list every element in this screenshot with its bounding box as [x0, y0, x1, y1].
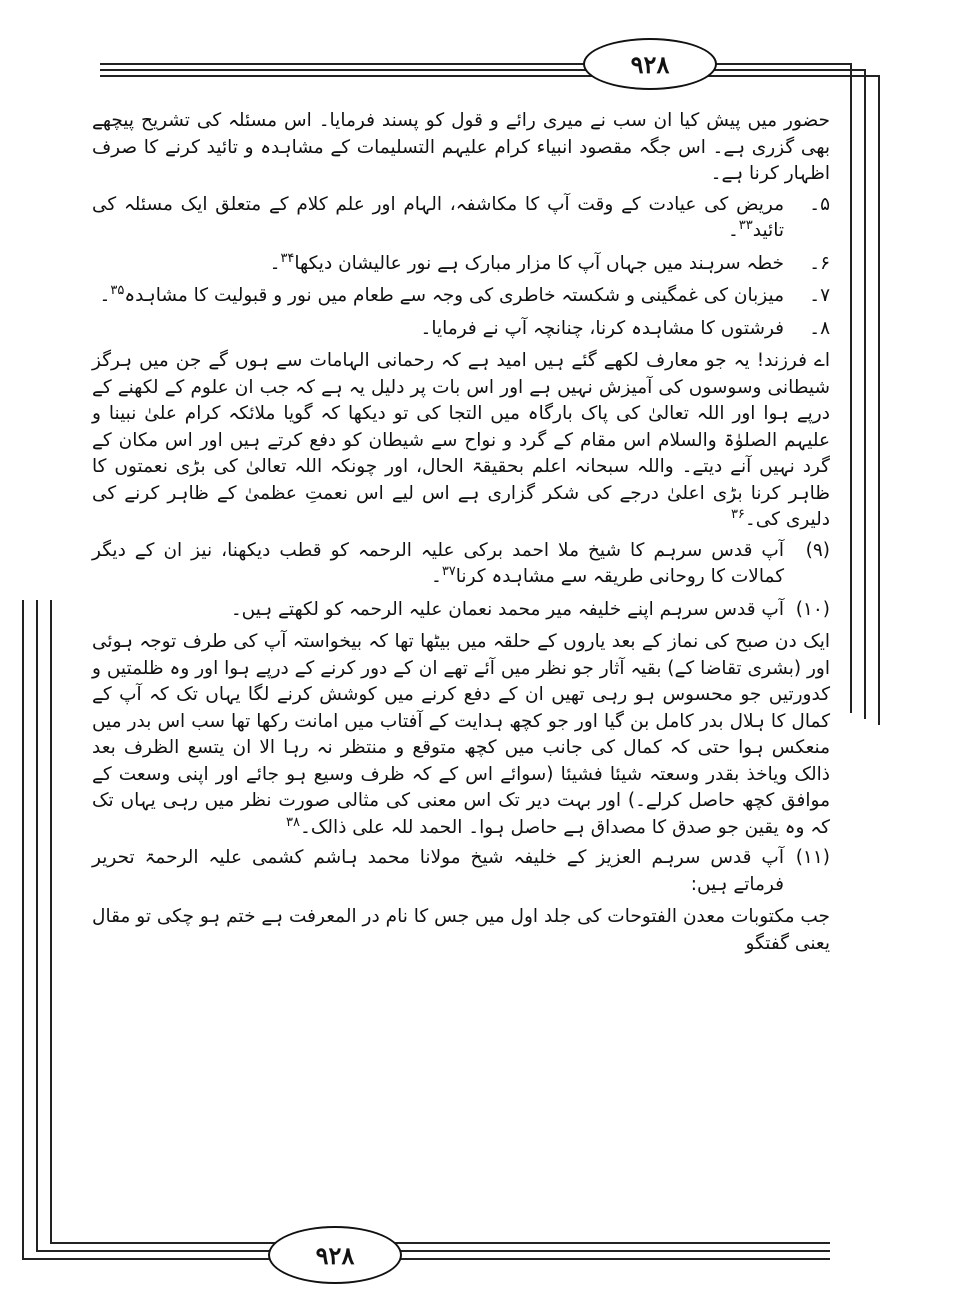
- frame-right-line-3: [878, 75, 880, 725]
- frame-bottom-line-3: [22, 1258, 830, 1260]
- frame-right-line-1: [850, 63, 852, 713]
- frame-bottom-line-1: [50, 1242, 830, 1244]
- footnote-ref: ۳۷: [441, 563, 456, 579]
- intro-paragraph: [92, 108, 830, 188]
- list-number: (۱۰): [795, 598, 830, 620]
- frame-right-line-2: [864, 69, 866, 719]
- closing-line: [92, 904, 830, 957]
- paragraph-line: ہو رہی تھیں ان کے دفع کرنے میں کوشش کرنے لگا یہاں تک کہ آپ کے کمال کا ہلال بدر کامل بن گیا اور جو: [92, 684, 831, 732]
- list-number: ۶۔: [809, 252, 830, 274]
- paragraph-line: کے کہ ظرف وسیع ہو جائے اور اپنی وسعت کے موافق کچھ حاصل کرلے۔) اور بہت دیر تک اس معنی کی: [92, 763, 830, 811]
- frame-left-line-3: [50, 600, 52, 1242]
- footnote-ref: ۳۸: [286, 814, 301, 830]
- paragraph-line: شیطان کو دفع کرتے ہیں اور اس مکان کے گرد نہیں آنے دیتے۔ واللہ سبحانہ اعلم بحقیقۃ الحال، اور چونکہ: [92, 429, 830, 477]
- list-number: ۵۔: [809, 193, 830, 215]
- page-number-bottom: ۹۲۸: [268, 1226, 402, 1284]
- footnote-ref: ۳۶: [730, 506, 745, 522]
- paragraph-line: و منتظر نہ رہا الا ان یتسع الظرف بعد ذالک ویاخذ بقدر وسعتہ شیئا فشیئا (سوائے اس: [92, 737, 830, 785]
- page-body: [92, 108, 830, 957]
- footnote-ref: ۳۵: [110, 282, 125, 298]
- frame-bottom-line-2: [36, 1250, 830, 1252]
- paragraph-line: اللہ تعالیٰ کی بڑی نعمتوں کا ظاہر کرنا بڑی اعلیٰ درجے کی شکر گزاری ہے اس لیے اس نعمتِ عظمیٰ کے ظاہر: [92, 456, 830, 504]
- list-item-5: ۵۔ مریض کی عیادت کے وقت آپ کا مکاشفہ، الہام اور علم کلام کے متعلق ایک مسئلہ کی تائید$^{۳۳}$۔: [92, 193, 830, 241]
- paragraph-line: ایک دن صبح کی نماز کے بعد یاروں کے حلقہ میں بیٹھا تھا کہ بیخواستہ آپ کی طرف توجہ ہوئی اور (بشری: [92, 631, 830, 679]
- frame-top-line-1: [100, 63, 850, 65]
- frame-left-line-1: [22, 600, 24, 1258]
- intro-line: حضور میں پیش کیا ان سب نے میری رائے و قول کو پسند فرمایا۔ اس مسئلہ کی تشریح پیچھے بھی گزری: [92, 110, 830, 158]
- list-item-11: [92, 845, 830, 898]
- page-number-top: ۹۲۸: [583, 38, 717, 90]
- list-number: (۹): [805, 539, 830, 561]
- list-number: (۱۱): [795, 847, 830, 868]
- list-text: مریض کی عیادت کے وقت آپ کا مکاشفہ، الہام اور علم کلام کے متعلق ایک مسئلہ کی تائید: [92, 193, 784, 241]
- list-item-6: ۶۔ خطہ سرہند میں جہاں آپ کا مزار مبارک ہے نور عالیشان دیکھا$^{۳۴}$۔: [92, 251, 830, 278]
- paragraph-line: کرنے کی دلیری کی۔: [92, 482, 830, 530]
- frame-top-line-2: [100, 69, 864, 71]
- list-number: ۸۔: [809, 317, 830, 339]
- paragraph-line: اے فرزند! یہ جو معارف لکھے گئے ہیں امید ہے کہ رحمانی الہامات سے ہوں گے جن میں ہرگز شیطانی: [92, 350, 830, 398]
- list-item-10: [92, 597, 830, 624]
- list-item-8: [92, 316, 830, 343]
- footnote-ref: ۳۳: [738, 217, 753, 233]
- frame-top-line-3: [100, 75, 878, 77]
- footnote-ref: ۳۴: [280, 250, 295, 266]
- list-text: آپ قدس سرہم کا شیخ ملا احمد برکی علیہ الرحمہ کو قطب دیکھنا، نیز ان کے دیگر کمالات کا روحانی طریقہ: [92, 539, 784, 587]
- list-text: آپ قدس سرہم اپنے خلیفہ میر محمد نعمان علیہ الرحمہ کو لکھتے ہیں۔: [230, 598, 784, 620]
- paragraph-line: تقاضا کے) بقیہ آثار جو نظر میں آئے تھے ان کے دور کرنے کے درپے ہوا اور وہ ظلمتیں و کدورتیں جو محسوس: [92, 657, 831, 705]
- paragraph-letter: [92, 629, 830, 841]
- list-number: ۷۔: [809, 285, 830, 306]
- list-text: آپ قدس سرہم العزیز کے خلیفہ شیخ مولانا محمد ہاشم کشمی علیہ الرحمۃ تحریر فرماتے ہیں:: [92, 847, 784, 895]
- paragraph-line: وسوسوں کی آمیزش نہیں ہے اور اس بات پر دلیل یہ ہے کہ جب ان علوم کے لکھنے کے درپے ہوا اور اللہ تعالیٰ: [92, 376, 830, 424]
- intro-line: ہے۔ اس جگہ مقصود انبیاء کرام علیہم التسلیمات کے مشاہدہ و تائید کرنے کا صرف اظہار کرنا ہے۔: [92, 136, 830, 184]
- frame-left-line-2: [36, 600, 38, 1250]
- list-text: سے مشاہدہ کرنا: [455, 566, 588, 587]
- paragraph-line: مثالی صورت نظر میں رہی یہاں تک کہ وہ یقین جو صدق کا مصداق ہے حاصل ہوا۔ الحمد للہ علی ذالک۔: [92, 790, 830, 838]
- list-item-9: (۹) آپ قدس سرہم کا شیخ ملا احمد برکی علیہ الرحمہ کو قطب دیکھنا، نیز ان کے دیگر کمالات کا روحانی طریقہ سے مشاہدہ کرنا$^{۳۷}$۔: [92, 539, 830, 587]
- paragraph-line: کچھ ہدایت کے آفتاب میں امانت رکھا تھا سب اس بدر میں منعکس ہوا حتی کہ کمال کی جانب میں کچھ متوقع: [92, 710, 830, 758]
- paragraph-line: کی پاک بارگاہ میں التجا کی تو دیکھا کہ گویا ملائکہ کرام علیٰ نبینا و علیہم الصلوٰۃ والسلام اس مقام کے گرد و نواح سے: [92, 403, 830, 451]
- paragraph-line: جب مکتوبات معدن الفتوحات کی جلد اول میں جس کا نام در المعرفت ہے ختم ہو چکی تو مقال یعنی گفتگو: [92, 906, 830, 954]
- paragraph-angels: [92, 348, 830, 534]
- list-text: خطہ سرہند میں جہاں آپ کا مزار مبارک ہے نور عالیشان دیکھا: [294, 252, 784, 274]
- list-text: فرشتوں کا مشاہدہ کرنا، چنانچہ آپ نے فرمایا۔: [420, 317, 784, 339]
- list-item-7: ۷۔ میزبان کی غمگینی و شکستہ خاطری کی وجہ سے طعام میں نور و قبولیت کا مشاہدہ$^{۳۵}$۔: [92, 283, 830, 310]
- list-text: میزبان کی غمگینی و شکستہ خاطری کی وجہ سے طعام میں نور و قبولیت کا مشاہدہ: [124, 285, 784, 306]
